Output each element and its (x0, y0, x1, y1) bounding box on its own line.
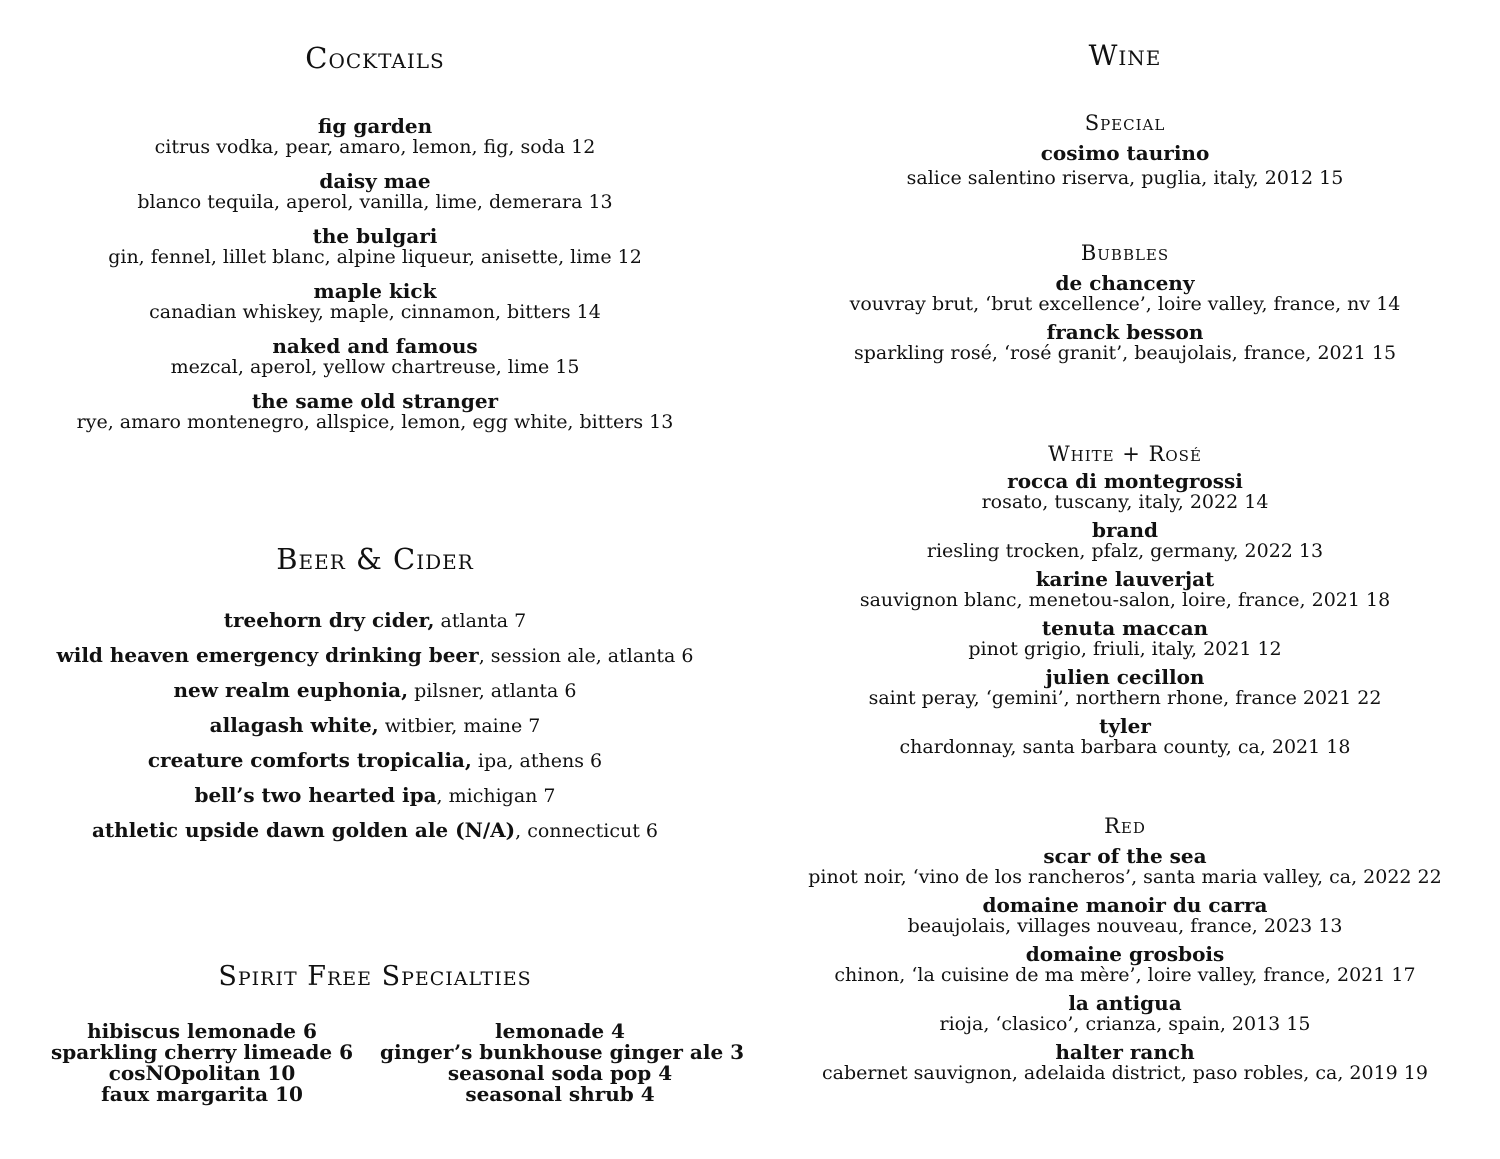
beer-name: allagash white, (209, 713, 379, 737)
spirit-free-item: hibiscus lemonade 6 (87, 1019, 317, 1043)
beer-name: treehorn dry cider, (223, 608, 435, 632)
cocktail-item (0, 171, 750, 213)
wine-item (750, 322, 1500, 364)
wine-name: de chanceny (1055, 271, 1195, 295)
beer-desc: , session ale, atlanta 6 (478, 645, 694, 667)
wine-item (750, 471, 1500, 513)
cocktail-name: the same old stranger (251, 389, 499, 413)
cocktail-item (0, 336, 750, 378)
spirit-free-right-list (380, 1019, 745, 1106)
beer-name: athletic upside dawn golden ale (N/A) (91, 818, 516, 842)
wine-name: brand (1091, 518, 1158, 542)
wine-desc: saint peray, ‘gemini’, northern rhone, france 2021 22 (868, 687, 1382, 709)
beer-desc: witbier, maine 7 (378, 715, 541, 737)
wine-name: tenuta maccan (1041, 616, 1209, 640)
spirit-free-item: lemonade 4 (495, 1019, 625, 1043)
wine-item (750, 1042, 1500, 1084)
wine-name: franck besson (1046, 320, 1204, 344)
wine-desc: chinon, ‘la cuisine de ma mère’, loire valley, france, 2021 17 (834, 964, 1416, 986)
cocktail-item (0, 281, 750, 323)
cocktail-desc: rye, amaro montenegro, allspice, lemon, egg white, bitters 13 (76, 411, 674, 433)
wine-title: Wine (1088, 39, 1162, 72)
wine-desc: riesling trocken, pfalz, germany, 2022 13 (926, 540, 1324, 562)
cocktail-name: maple kick (313, 279, 437, 303)
spirit-free-item: ginger’s bunkhouse ginger ale 3 (380, 1040, 745, 1064)
cocktail-item (0, 391, 750, 433)
wine-item (750, 273, 1500, 315)
wine-special-list (750, 143, 1500, 189)
wine-red-title: Red (1104, 814, 1146, 838)
beer-item (0, 743, 750, 778)
wine-item (750, 944, 1500, 986)
wine-desc: sparkling rosé, ‘rosé granit’, beaujolais, france, 2021 15 (853, 342, 1397, 364)
cocktails-list (0, 116, 750, 433)
cocktail-desc: citrus vodka, pear, amaro, lemon, fig, soda 12 (154, 136, 596, 158)
beer-name: wild heaven emergency drinking beer (56, 643, 479, 667)
wine-item (750, 716, 1500, 758)
beer-desc: , michigan 7 (436, 785, 556, 807)
beer-desc: ipa, athens 6 (471, 750, 603, 772)
beer-desc: atlanta 7 (434, 610, 527, 632)
spirit-free-item: seasonal shrub 4 (465, 1082, 655, 1106)
cocktails-title: Cocktails (305, 41, 445, 75)
beer-name: bell’s two hearted ipa (194, 783, 437, 807)
beer-name: new realm euphonia, (173, 678, 409, 702)
wine-item (750, 667, 1500, 709)
beer-item (0, 603, 750, 638)
wine-name: domaine manoir du carra (982, 893, 1268, 917)
beer-list (0, 603, 750, 848)
wine-desc: pinot grigio, friuli, italy, 2021 12 (968, 638, 1282, 660)
beer-item (0, 708, 750, 743)
spirit-free-item: cosNOpolitan 10 (108, 1061, 296, 1085)
wine-desc: cabernet sauvignon, adelaida district, paso robles, ca, 2019 19 (822, 1062, 1428, 1084)
beer-desc: pilsner, atlanta 6 (408, 680, 577, 702)
spirit-free-item: seasonal soda pop 4 (447, 1061, 673, 1085)
beer-item (0, 813, 750, 848)
right-column (750, 0, 1500, 1159)
wine-item (750, 895, 1500, 937)
wine-desc: beaujolais, villages nouveau, france, 2023 13 (907, 915, 1343, 937)
spirit-free-item: sparkling cherry limeade 6 (50, 1040, 353, 1064)
beer-name: creature comforts tropicalia, (147, 748, 472, 772)
wine-desc: pinot noir, ‘vino de los rancheros’, santa maria valley, ca, 2022 22 (808, 866, 1442, 888)
cocktail-name: fig garden (317, 114, 433, 138)
wine-red-list (750, 846, 1500, 1084)
wine-desc: chardonnay, santa barbara county, ca, 2021 18 (899, 736, 1351, 758)
wine-bubbles-list (750, 273, 1500, 364)
beer-item (0, 778, 750, 813)
wine-desc: vouvray brut, ‘brut excellence’, loire valley, france, nv 14 (849, 293, 1401, 315)
spirit-free-title: Spirit Free Specialties (218, 961, 532, 992)
cocktail-name: daisy mae (319, 169, 431, 193)
beer-item (0, 638, 750, 673)
cocktail-item (0, 116, 750, 158)
wine-white-rose-list (750, 471, 1500, 758)
cocktail-desc: mezcal, aperol, yellow chartreuse, lime 15 (170, 356, 580, 378)
cocktail-item (0, 226, 750, 268)
wine-name: cosimo taurino (1040, 141, 1210, 165)
spirit-free-left-list (22, 1021, 382, 1105)
wine-name: karine lauverjat (1035, 567, 1215, 591)
wine-name: rocca di montegrossi (1007, 469, 1243, 493)
wine-name: tyler (1099, 714, 1151, 738)
wine-desc: rioja, ‘clasico’, crianza, spain, 2013 15 (939, 1013, 1311, 1035)
beer-cider-title: Beer & Cider (276, 542, 474, 576)
wine-item (750, 846, 1500, 888)
wine-special-title: Special (1084, 111, 1166, 135)
wine-name: halter ranch (1055, 1040, 1195, 1064)
wine-name: scar of the sea (1043, 844, 1207, 868)
cocktail-desc: gin, fennel, lillet blanc, alpine liqueur, anisette, lime 12 (108, 246, 642, 268)
wine-desc: salice salentino riserva, puglia, italy, 2012 15 (906, 167, 1344, 189)
wine-item (750, 618, 1500, 660)
beer-desc: , connecticut 6 (515, 820, 659, 842)
wine-bubbles-title: Bubbles (1080, 241, 1170, 265)
cocktail-desc: blanco tequila, aperol, vanilla, lime, demerara 13 (137, 191, 613, 213)
spirit-free-item: faux margarita 10 (101, 1082, 303, 1106)
wine-item (750, 520, 1500, 562)
wine-name: julien cecillon (1045, 665, 1205, 689)
cocktail-desc: canadian whiskey, maple, cinnamon, bitters 14 (149, 301, 601, 323)
wine-name: domaine grosbois (1025, 942, 1225, 966)
wine-desc: sauvignon blanc, menetou-salon, loire, france, 2021 18 (859, 589, 1391, 611)
wine-item (750, 993, 1500, 1035)
beer-item (0, 673, 750, 708)
wine-name: la antigua (1068, 991, 1182, 1015)
wine-item (750, 569, 1500, 611)
wine-white-rose-title: White + Rosé (1048, 442, 1202, 466)
cocktail-name: the bulgari (312, 224, 438, 248)
cocktail-name: naked and famous (272, 334, 478, 358)
wine-desc: rosato, tuscany, italy, 2022 14 (981, 491, 1269, 513)
